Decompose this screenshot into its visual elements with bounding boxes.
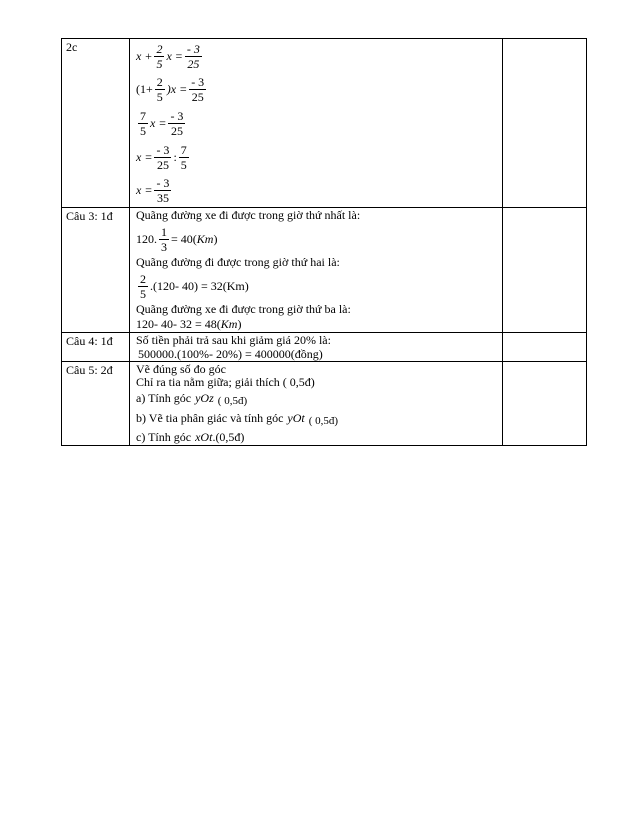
angle-label: yOz bbox=[195, 390, 214, 405]
label-cell bbox=[62, 208, 130, 333]
equation-line: 120. $\frac{1}{3}$ = 40( Km ) bbox=[136, 224, 218, 254]
fraction: $\frac{2}{5}$ bbox=[140, 271, 146, 301]
expr: : bbox=[173, 149, 177, 164]
fraction: $\frac{- 3}{25}$ bbox=[191, 74, 205, 104]
equation-line bbox=[136, 140, 498, 174]
row-cau-5 bbox=[62, 362, 587, 446]
fraction: $\frac{7}{5}$ bbox=[180, 142, 187, 172]
row-label: Câu 5: 2đ bbox=[66, 363, 113, 377]
equation-line bbox=[136, 40, 498, 72]
equation-line: $\frac{2}{5}$ .(120- 40) = 32(Km) bbox=[140, 271, 249, 301]
row-label: Câu 4: 1đ bbox=[66, 334, 113, 348]
score-cell bbox=[503, 39, 587, 208]
row-cau-4 bbox=[62, 333, 587, 362]
content-cell bbox=[130, 208, 503, 333]
expr: (1+ bbox=[136, 81, 153, 96]
fraction: $\frac{- 3}{25}$ bbox=[170, 108, 184, 138]
expr: )x = bbox=[166, 81, 188, 96]
expr: x = bbox=[136, 182, 153, 197]
equation-line bbox=[136, 106, 498, 140]
fraction: $\frac{- 3}{25}$ bbox=[186, 41, 200, 71]
equation-line: 120- 40- 32 = 48( Km ) bbox=[136, 316, 242, 331]
row-2c bbox=[62, 39, 587, 208]
content-cell bbox=[130, 39, 503, 208]
score-cell bbox=[503, 333, 587, 362]
task-line: b) Vẽ tia phân giác và tính góc yOt ( 0,5đ) bbox=[136, 410, 339, 427]
label-cell bbox=[62, 333, 130, 362]
expr: x = bbox=[166, 48, 183, 63]
row-label: 2c bbox=[66, 40, 78, 54]
fraction: $\frac{2}{5}$ bbox=[156, 74, 163, 104]
fraction: $\frac{- 3}{25}$ bbox=[156, 142, 170, 172]
statement-text: Số tiền phải trả sau khi giảm giá 20% là: bbox=[136, 333, 331, 347]
answer-table bbox=[61, 38, 587, 446]
expr: x = bbox=[136, 149, 153, 164]
expr: x + bbox=[136, 48, 153, 63]
statement-text: Quãng đường xe đi được trong giờ thứ ba là: bbox=[136, 302, 351, 316]
statement-text: Chỉ ra tia nằm giữa; giải thích ( 0,5đ) bbox=[136, 375, 315, 389]
score-cell bbox=[503, 208, 587, 333]
task-line: c) Tính góc xOt .(0,5đ) bbox=[136, 429, 245, 444]
statement-text: Quãng đường đi được trong giờ thứ hai là: bbox=[136, 255, 340, 269]
angle-label: xOt bbox=[195, 429, 213, 444]
fraction: $\frac{2}{5}$ bbox=[156, 41, 163, 71]
label-cell bbox=[62, 39, 130, 208]
task-line: a) Tính góc yOz ( 0,5đ) bbox=[136, 390, 248, 407]
fraction: $\frac{- 3}{35}$ bbox=[156, 175, 170, 205]
statement-text: Quãng đường xe đi được trong giờ thứ nhất là: bbox=[136, 208, 361, 222]
score-cell bbox=[503, 362, 587, 446]
fraction: $\frac{7}{5}$ bbox=[140, 108, 146, 138]
fraction: $\frac{1}{3}$ bbox=[161, 224, 167, 254]
content-cell bbox=[130, 333, 503, 362]
expr: x = bbox=[150, 115, 167, 130]
equation-line: 500000.(100%- 20%) = 400000(đồng) bbox=[138, 346, 323, 361]
statement-text: Vẽ đúng số đo góc bbox=[136, 362, 226, 376]
angle-label: yOt bbox=[287, 410, 305, 425]
label-cell bbox=[62, 362, 130, 446]
content-cell bbox=[130, 362, 503, 446]
equation-line bbox=[136, 174, 498, 206]
equation-line bbox=[136, 72, 498, 106]
row-cau-3 bbox=[62, 208, 587, 333]
row-label: Câu 3: 1đ bbox=[66, 209, 113, 223]
